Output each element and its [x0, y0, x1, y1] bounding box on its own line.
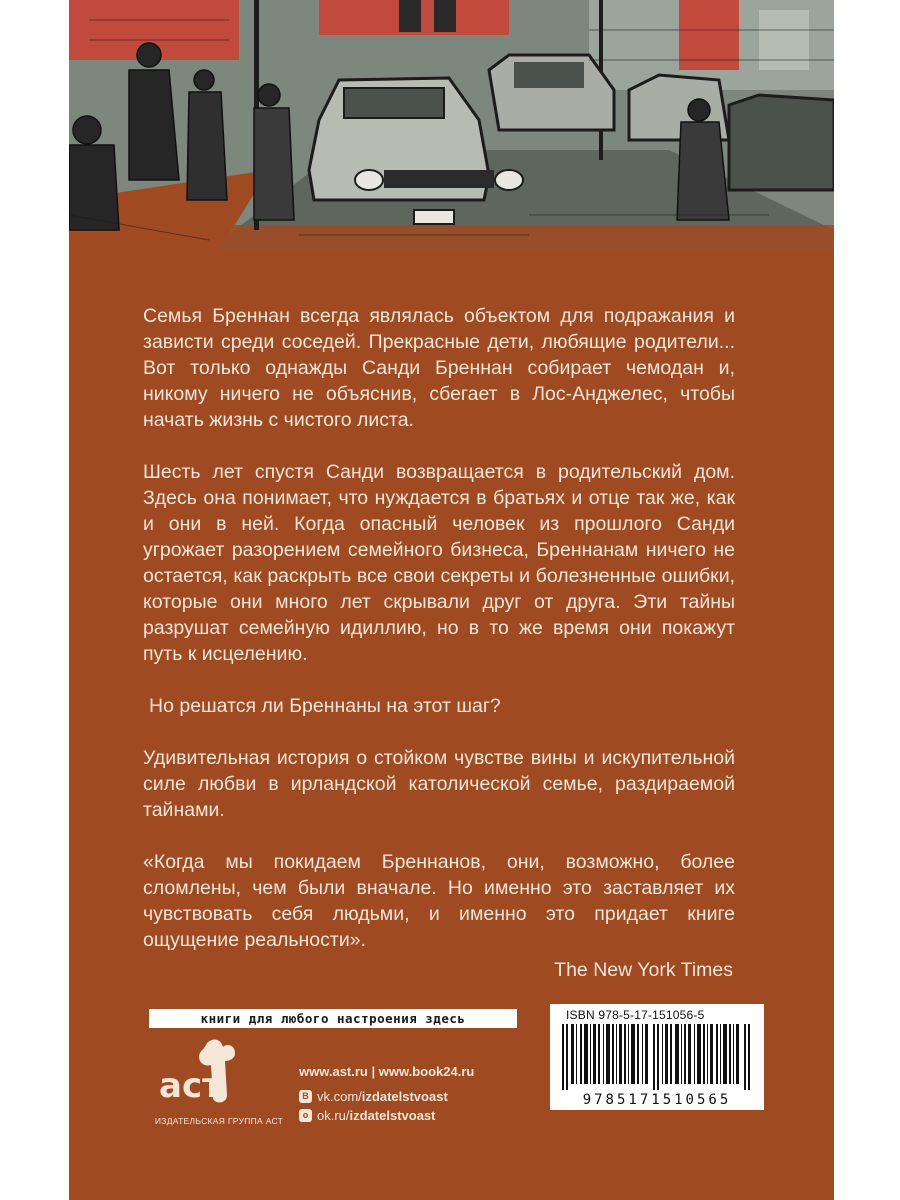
vk-link[interactable]: [299, 1089, 474, 1104]
publisher-websites[interactable]: www.ast.ru | www.book24.ru: [299, 1064, 475, 1079]
review-source: The New York Times: [554, 959, 733, 981]
blurb-paragraph-3: Но решатся ли Бреннаны на этот шаг?: [149, 695, 501, 717]
blurb-paragraph-4: Удивительная история о стойком чувстве вины и искупительной силе любви в ирландской католической семье, раздираемой тайнами.: [143, 747, 735, 821]
logo-text: аст: [159, 1066, 222, 1106]
blurb-paragraph-2: Шесть лет спустя Санди возвращается в родительский дом. Здесь она понимает, что нуждается в братьях и отце так же, как и они в ней. Когда опасный человек из прошлого Санди угрожает разорением семейного бизнеса, Бреннанам ничего не остается, как раскрыть все свои секреты и болезненные ошибки, которые они много лет скрывали друг от друга. Эти тайны разрушат семейную идиллию, но в то же время они покажут путь к исцелению.: [143, 461, 735, 665]
ok-link-handle: izdatelstvoast: [349, 1108, 436, 1123]
vk-link-handle: izdatelstvoast: [361, 1089, 448, 1104]
publisher-links: [299, 1064, 474, 1127]
street-illustration: [69, 0, 834, 250]
ast-logo: [155, 1035, 265, 1113]
barcode-bars: [558, 1024, 756, 1090]
isbn-digits: 9785171510565: [582, 1092, 732, 1108]
ok-icon: o: [299, 1109, 312, 1122]
review-quote: «Когда мы покидаем Бреннанов, они, возможно, более сломлены, чем были вначале. Но именно это заставляет их чувствовать себя людьми, и именно это придает книге ощущение реальности».: [143, 851, 735, 951]
ok-link[interactable]: [299, 1108, 474, 1123]
publisher-imprint: ИЗДАТЕЛЬСКАЯ ГРУППА АСТ: [154, 1116, 284, 1126]
vk-link-prefix: vk.com/: [317, 1089, 362, 1104]
blurb-paragraph-1: Семья Бреннан всегда являлась объектом для подражания и зависти среди соседей. Прекрасные дети, любящие родители... Вот только однажды Санди Бреннан собирает чемодан и, никому ничего не объяснив, сбегает в Лос-Анджелес, чтобы начать жизнь с чистого листа.: [143, 305, 735, 431]
isbn-barcode: [550, 1004, 764, 1110]
annotation-text: [143, 303, 735, 983]
ok-link-prefix: ok.ru/: [317, 1108, 350, 1123]
book-back-cover: [69, 0, 834, 1200]
isbn-label: ISBN 978-5-17-151056-5: [566, 1008, 705, 1022]
tagline-banner: книги для любого настроения здесь: [149, 1009, 517, 1028]
vk-icon: B: [299, 1090, 312, 1103]
